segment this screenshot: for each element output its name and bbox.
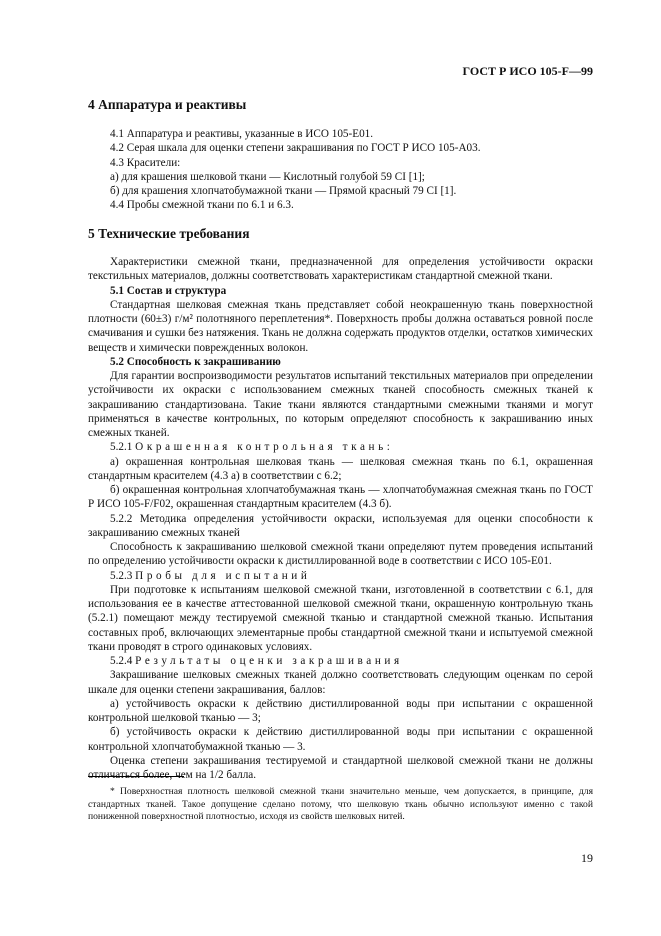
item-4-3-b: б) для крашения хлопчатобумажной ткани — Прямой красный 79 CI [1]. (110, 185, 457, 197)
page-number: 19 (581, 851, 593, 865)
clause-5-2-1-title: Окрашенная контрольная ткань: (135, 441, 394, 454)
clause-5-2-1-number: 5.2.1 (110, 441, 133, 454)
clause-5-2-2-text: Способность к закрашиванию шелковой смежной ткани определяют путем проведения испытаний по определению устойчивости окраски к дистиллированной воде в соответствии с ИСО 105-E01. (88, 541, 593, 568)
item-4-4: 4.4 Пробы смежной ткани по 6.1 и 6.3. (110, 199, 294, 212)
clause-5-2-4-heading (88, 654, 593, 668)
item-4-3: 4.3 Красители: (110, 156, 181, 169)
footnote-text: * Поверхностная плотность шелковой смежной ткани значительно меньше, чем допускается, в принципе, для стандартных тканей. Такое допущение сделано потому, что шелковую ткань обычно используют именно с такой пониженной поверхностной плотностью, исходя из свойств шелковых нитей. (88, 786, 593, 822)
footnote (88, 786, 593, 824)
clause-5-2-4-text: Закрашивание шелковых смежных тканей должно соответствовать следующим оценкам по серой шкале для оценки степени закрашивания, баллов: (88, 669, 593, 696)
item-4-3-a: а) для крашения шелковой ткани — Кислотный голубой 59 CI [1]; (110, 170, 425, 183)
item-4-1: 4.1 Аппаратура и реактивы, указанные в ИСО 105-E01. (110, 128, 374, 140)
clause-5-2-1-heading (88, 440, 593, 454)
clause-5-2-4-title: Результаты оценки закрашивания (135, 655, 403, 667)
clause-5-2-4-number: 5.2.4 (110, 655, 133, 667)
section-4-body (88, 127, 593, 213)
section-5-heading: 5 Технические требования (88, 226, 250, 241)
clause-5-2-4-b: б) устойчивость окраски к действию дистиллированной воды при испытании с окрашенной контрольной хлопчатобумажной тканью — 3. (88, 726, 593, 753)
clause-5-2-3-title: Пробы для испытаний (135, 569, 311, 582)
section-4-heading: 4 Аппаратура и реактивы (88, 97, 247, 112)
clause-5-2-3-text: При подготовке к испытаниям шелковой смежной ткани, изготовленной в соответствии с 6.1, для использования ее в качестве аттестованной шелковой смежной ткани, окрашенную контрольную ткань (5.2.1) помещают между тестируемой смежной тканью и стандартной смежной тканью. Испытания составных проб, включающих элементарные пробы стандартной смежной ткани и испытуемой смежной ткани проводят в строго одинаковых условиях. (88, 583, 593, 653)
section-5-body (88, 255, 593, 782)
subsection-5-2-text: Для гарантии воспроизводимости результатов испытаний текстильных материалов при определении устойчивости их окраски с использованием смежных тканей способность смежных тканей к закрашиванию стандартизована. Такие ткани являются стандартными смежными тканями и могут применяться в качестве контрольных, по которым определяют способность к закрашиванию иных смежных тканей. (88, 370, 593, 439)
clause-5-2-2-heading: 5.2.2 Методика определения устойчивости окраски, используемая для оценки способности к закрашиванию смежных тканей (88, 512, 593, 539)
subsection-5-1-heading: 5.1 Состав и структура (110, 284, 227, 297)
clause-5-2-3-heading (88, 569, 593, 583)
subsection-5-2-heading: 5.2 Способность к закрашиванию (110, 355, 281, 368)
clause-5-2-1-b: б) окрашенная контрольная хлопчатобумажная ткань — хлопчатобумажная смежная ткань по ГОСТ Р ИСО 105-F/F02, окрашенная стандартным красителем (4.3 б). (88, 484, 593, 511)
clause-5-2-4-a: а) устойчивость окраски к действию дистиллированной воды при испытании с окрашенной контрольной шелковой тканью — 3; (88, 697, 593, 724)
document-code-header: ГОСТ Р ИСО 105-F—99 (462, 64, 593, 78)
clause-5-2-4-final: Оценка степени закрашивания тестируемой и стандартной шелковой смежной ткани не должны отличаться более, чем на 1/2 балла. (88, 754, 593, 781)
item-4-2: 4.2 Серая шкала для оценки степени закрашивания по ГОСТ Р ИСО 105-A03. (110, 142, 481, 155)
clause-5-2-1-a: а) окрашенная контрольная шелковая ткань — шелковая смежная ткань по 6.1, окрашенная стандартным красителем (4.3 а) в соответствии с 6.2; (88, 455, 593, 482)
subsection-5-1-text: Стандартная шелковая смежная ткань представляет собой неокрашенную ткань поверхностной плотности (60±3) г/м² полотняного переплетения*. Поверхность пробы должна оставаться ровной после смачивания и сушки без натяжения. Ткань не должна содержать продуктов отделки, остатков химических веществ и химически поврежденных волокон. (88, 298, 593, 354)
clause-5-2-3-number: 5.2.3 (110, 569, 133, 582)
section-5-intro: Характеристики смежной ткани, предназначенной для определения устойчивости окраски текстильных материалов, должны соответствовать характеристикам стандартной смежной ткани. (88, 256, 593, 283)
footnote-divider (88, 776, 184, 777)
